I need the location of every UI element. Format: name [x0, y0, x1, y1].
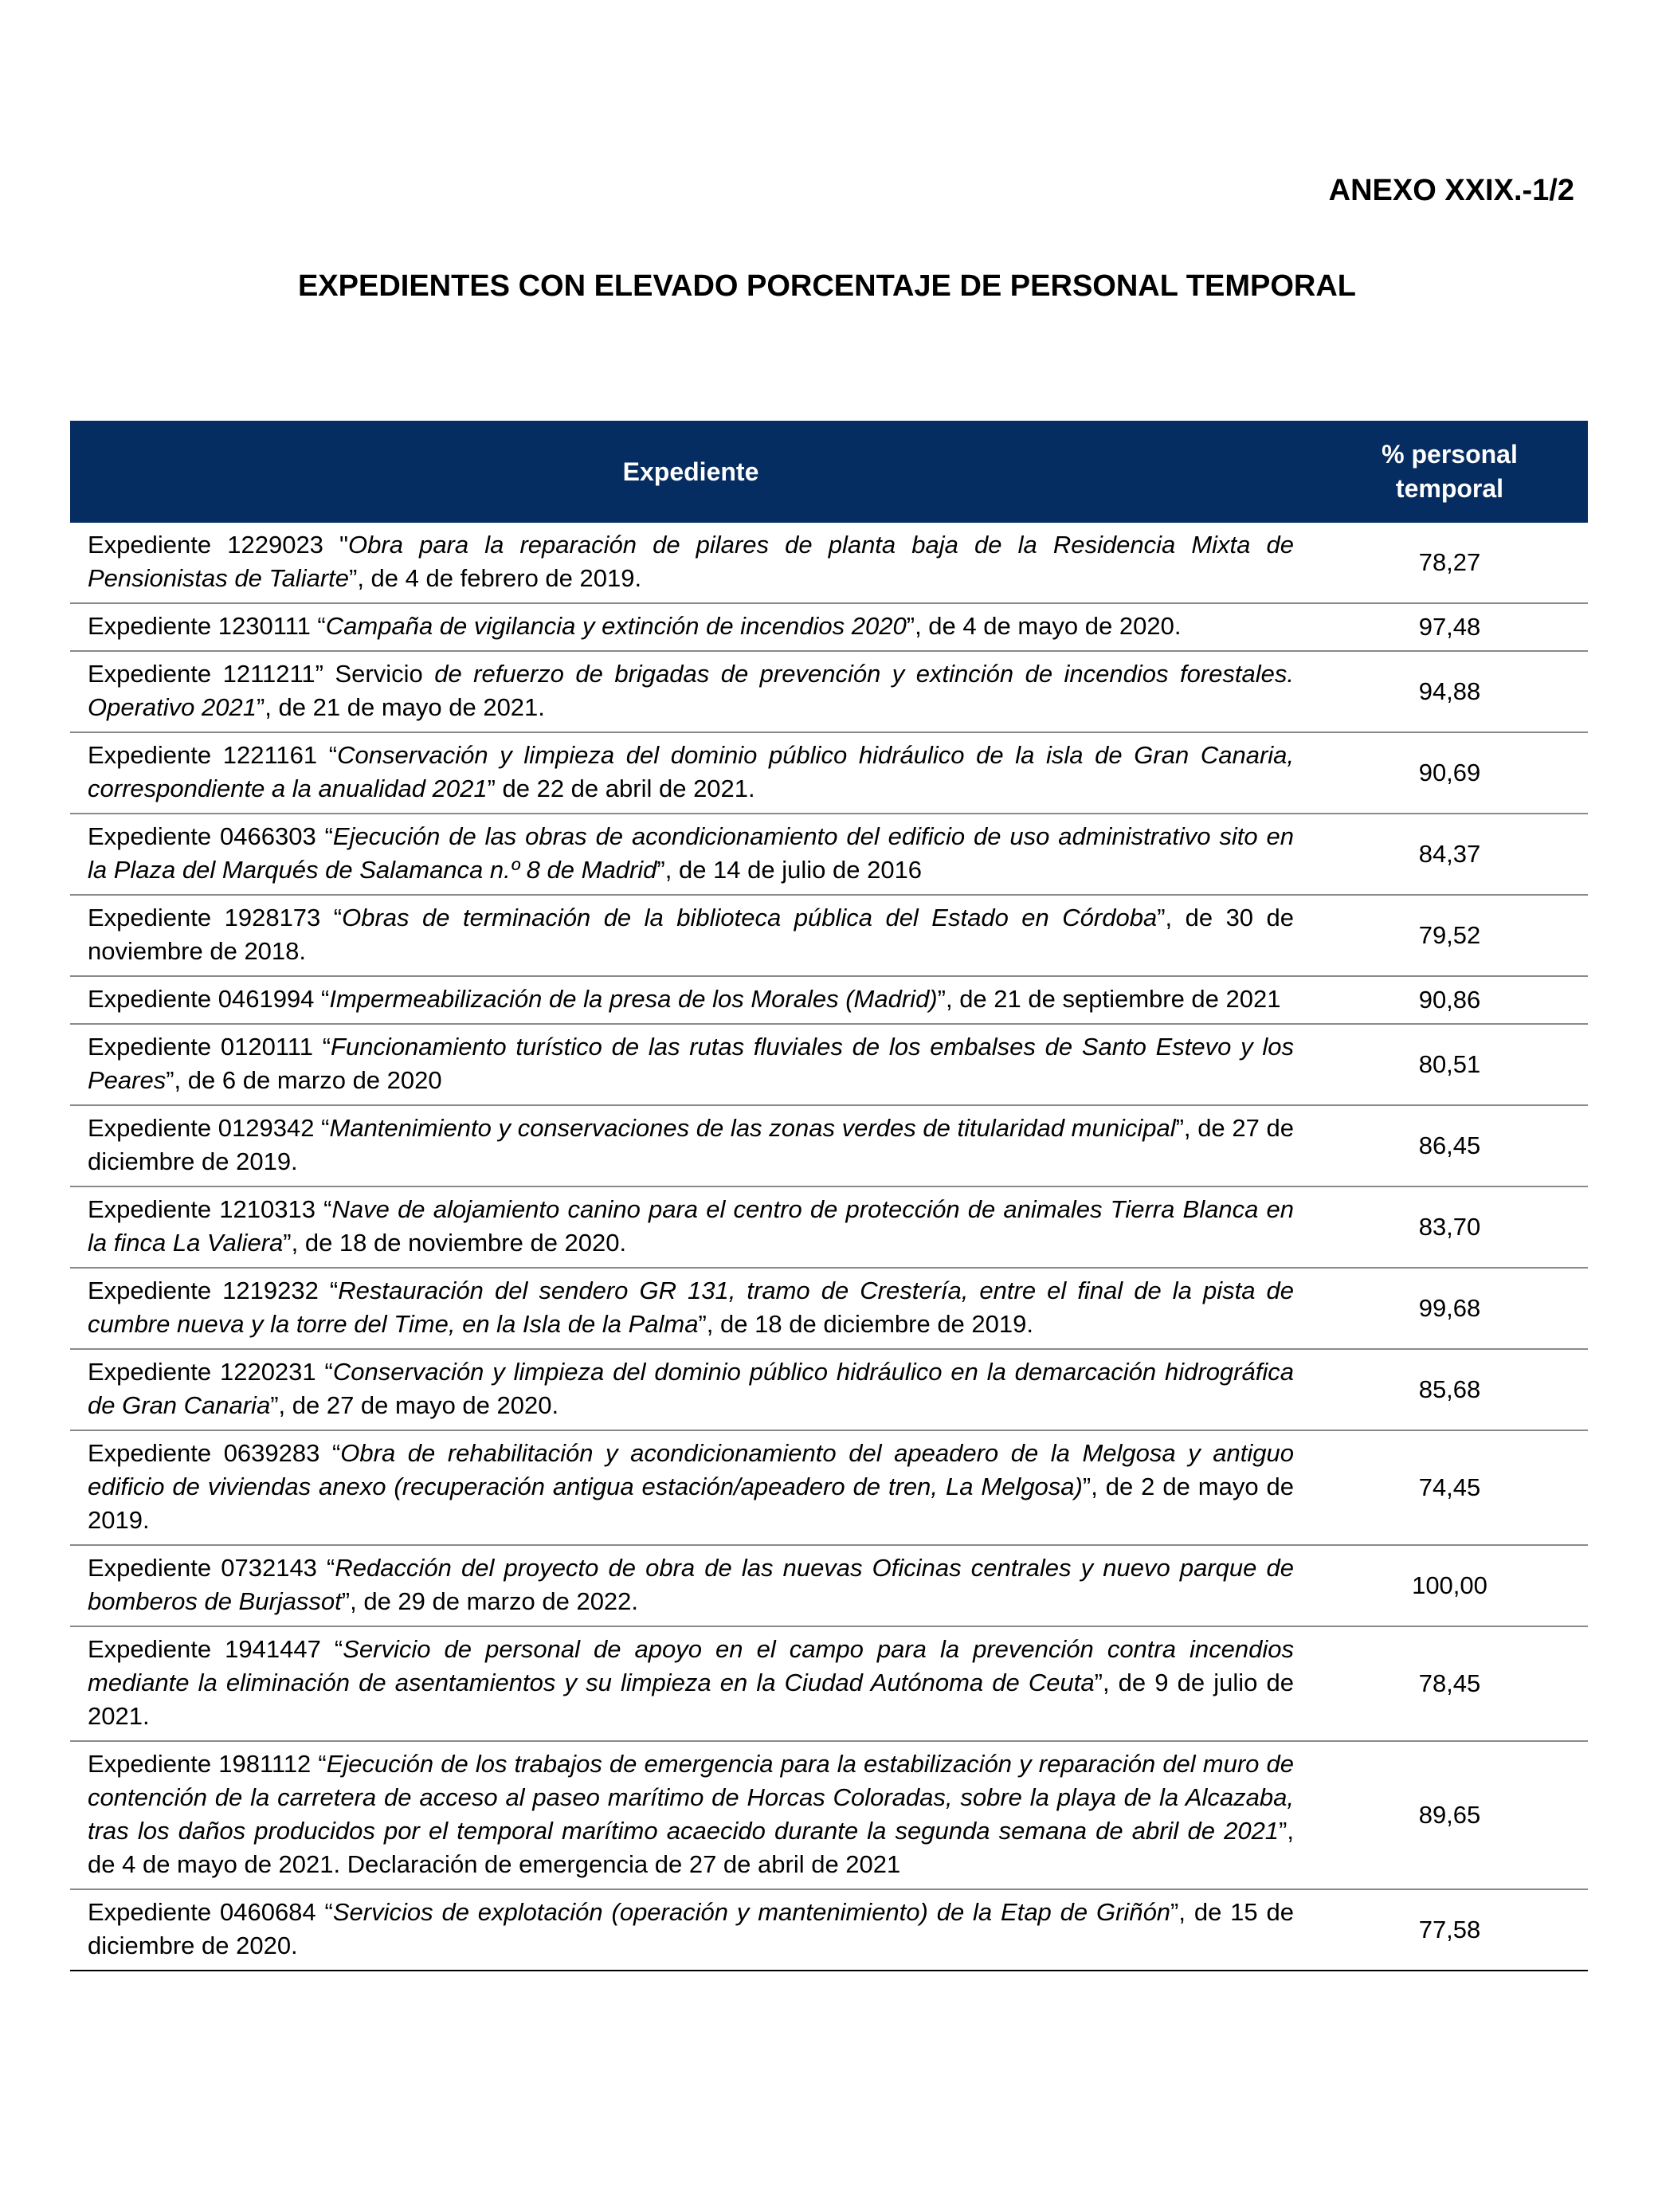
expediente-text: ”, de 4 de febrero de 2019. [349, 564, 642, 592]
table-row [70, 814, 1588, 895]
page-title: EXPEDIENTES CON ELEVADO PORCENTAJE DE PERSONAL TEMPORAL [297, 269, 1357, 303]
expediente-text: ”, de 27 de diciembre de 2019. [88, 1114, 1295, 1175]
expediente-text: ”, de 27 de mayo de 2020. [270, 1391, 559, 1419]
expediente-text: Expediente 1210313 “ [88, 1195, 332, 1223]
expediente-text: ”, de 6 de marzo de 2020 [166, 1066, 442, 1094]
table-row [70, 1889, 1588, 1971]
expediente-description [70, 1626, 1311, 1741]
percent-value: 78,45 [1311, 1626, 1588, 1741]
expediente-text: ”, de 21 de septiembre de 2021 [937, 985, 1281, 1013]
expediente-title: Servicio de personal de apoyo en el campo para la prevención contra incendios mediante la eliminación de asentamientos y su limpieza en la Ciudad Autónoma de Ceuta [88, 1635, 1294, 1696]
percent-value: 100,00 [1311, 1545, 1588, 1626]
expediente-title: Campaña de vigilancia y extinción de incendios 2020 [325, 612, 907, 640]
expediente-text: ”, de 30 de noviembre de 2018. [88, 904, 1295, 965]
expedientes-table [70, 421, 1588, 1971]
table-row [70, 651, 1588, 732]
expediente-text: ”, de 4 de mayo de 2021. Declaración de emergencia de 27 de abril de 2021 [88, 1817, 1294, 1878]
percent-value: 99,68 [1311, 1268, 1588, 1349]
expediente-description [70, 1741, 1311, 1889]
table-row [70, 1545, 1588, 1626]
table-row [70, 1626, 1588, 1741]
expediente-text: ”, de 14 de julio de 2016 [657, 856, 923, 884]
expediente-text: Expediente 0461994 “ [88, 985, 330, 1013]
percent-value: 90,86 [1311, 976, 1588, 1024]
expediente-title: Conservación y limpieza del dominio público hidráulico de la isla de Gran Canaria, correspondiente a la anualidad 2021 [88, 741, 1295, 802]
expediente-title: Funcionamiento turístico de las rutas fluviales de los embalses de Santo Estevo y los Peares [88, 1033, 1294, 1094]
percent-value: 97,48 [1311, 603, 1588, 651]
expediente-title: Obra para la reparación de pilares de planta baja de la Residencia Mixta de Pensionistas de Taliarte [88, 531, 1294, 592]
percent-value: 74,45 [1311, 1430, 1588, 1545]
expediente-text: ”, de 21 de mayo de 2021. [256, 693, 545, 721]
header-percent [1311, 421, 1588, 523]
annex-label: ANEXO XXIX.-1/2 [1328, 174, 1574, 207]
table-row [70, 523, 1588, 603]
expediente-title: Redacción del proyecto de obra de las nuevas Oficinas centrales y nuevo parque de bomberos de Burjassot [88, 1554, 1294, 1615]
expediente-text: ”, de 29 de marzo de 2022. [341, 1587, 639, 1615]
expediente-text: Expediente 1981112 “ [88, 1750, 327, 1778]
table-row [70, 1105, 1588, 1186]
expediente-description [70, 523, 1311, 603]
expediente-description [70, 814, 1311, 895]
header-percent-line1: % personal [1382, 440, 1518, 469]
expediente-text: Expediente 1219232 “ [88, 1277, 339, 1304]
percent-value: 89,65 [1311, 1741, 1588, 1889]
expediente-text: Expediente 1941447 “ [88, 1635, 343, 1663]
table-row [70, 732, 1588, 814]
expediente-title: Ejecución de los trabajos de emergencia para la estabilización y reparación del muro de contención de la carretera de acceso al paseo marítimo de Horcas Coloradas, sobre la playa de la Alcazaba, tras los daños producidos por el temporal marítimo acaecido durante la segunda semana de abril de 2021 [88, 1750, 1294, 1845]
expediente-title: Servicios de explotación (operación y mantenimiento) de la Etap de Griñón [332, 1898, 1171, 1926]
percent-value: 85,68 [1311, 1349, 1588, 1430]
table-row [70, 603, 1588, 651]
expediente-text: ”, de 18 de diciembre de 2019. [698, 1310, 1033, 1338]
expediente-description [70, 603, 1311, 651]
table-row [70, 1430, 1588, 1545]
expediente-text: ” de 22 de abril de 2021. [487, 775, 755, 802]
expediente-text: ”, de 18 de noviembre de 2020. [283, 1229, 627, 1257]
expediente-text: Expediente 1211211” Servicio [88, 660, 435, 688]
expediente-text: Expediente 1220231 “ [88, 1358, 333, 1386]
expediente-text: Expediente 1928173 “ [88, 904, 343, 931]
expediente-text: Expediente 0466303 “ [88, 822, 333, 850]
percent-value: 78,27 [1311, 523, 1588, 603]
expediente-description [70, 1024, 1311, 1105]
expediente-title: de refuerzo de brigadas de prevención y extinción de incendios forestales. Operativo 2021 [88, 660, 1295, 721]
table-row [70, 1024, 1588, 1105]
expediente-description [70, 895, 1311, 976]
percent-value: 80,51 [1311, 1024, 1588, 1105]
table-body [70, 523, 1588, 1971]
expediente-description [70, 1889, 1311, 1971]
expediente-description [70, 1430, 1311, 1545]
percent-value: 84,37 [1311, 814, 1588, 895]
header-expediente: Expediente [70, 421, 1311, 523]
header-percent-line2: temporal [1395, 474, 1504, 503]
percent-value: 79,52 [1311, 895, 1588, 976]
expediente-description [70, 1186, 1311, 1268]
expediente-title: Ejecución de las obras de acondicionamiento del edificio de uso administrativo sito en la Plaza del Marqués de Salamanca n.º 8 de Madrid [88, 822, 1294, 884]
expediente-text: ”, de 4 de mayo de 2020. [906, 612, 1182, 640]
expediente-description [70, 1268, 1311, 1349]
expediente-text: Expediente 0460684 “ [88, 1898, 333, 1926]
table-row [70, 1741, 1588, 1889]
table-row [70, 976, 1588, 1024]
expediente-text: Expediente 0732143 “ [88, 1554, 335, 1582]
percent-value: 86,45 [1311, 1105, 1588, 1186]
table-row [70, 1349, 1588, 1430]
expediente-description [70, 1105, 1311, 1186]
expediente-text: ”, de 15 de diciembre de 2020. [88, 1898, 1295, 1959]
expediente-text: Expediente 1230111 “ [88, 612, 326, 640]
expediente-text: ”, de 9 de julio de 2021. [88, 1669, 1295, 1730]
percent-value: 83,70 [1311, 1186, 1588, 1268]
expediente-title: Mantenimiento y conservaciones de las zonas verdes de titularidad municipal [329, 1114, 1176, 1142]
expediente-text: Expediente 1229023 " [88, 531, 349, 559]
expediente-description [70, 976, 1311, 1024]
expediente-description [70, 1545, 1311, 1626]
percent-value: 90,69 [1311, 732, 1588, 814]
percent-value: 77,58 [1311, 1889, 1588, 1971]
expediente-text: ”, de 2 de mayo de 2019. [88, 1473, 1294, 1534]
expediente-description [70, 732, 1311, 814]
table-row [70, 1186, 1588, 1268]
table-row [70, 1268, 1588, 1349]
expediente-title: Restauración del sendero GR 131, tramo de Crestería, entre el final de la pista de cumbre nueva y la torre del Time, en la Isla de la Palma [88, 1277, 1294, 1338]
expediente-title: Nave de alojamiento canino para el centro de protección de animales Tierra Blanca en la finca La Valiera [88, 1195, 1295, 1257]
expediente-title: Obra de rehabilitación y acondicionamiento del apeadero de la Melgosa y antiguo edificio de viviendas anexo (recuperación antigua estación/apeadero de tren, La Melgosa) [88, 1439, 1294, 1500]
percent-value: 94,88 [1311, 651, 1588, 732]
expediente-title: Obras de terminación de la biblioteca pública del Estado en Córdoba [342, 904, 1158, 931]
expediente-description [70, 651, 1311, 732]
expediente-text: Expediente 0120111 “ [88, 1033, 331, 1061]
table-header-row [70, 421, 1588, 523]
expediente-text: Expediente 0639283 “ [88, 1439, 341, 1467]
expediente-text: Expediente 0129342 “ [88, 1114, 330, 1142]
expediente-title: Impermeabilización de la presa de los Morales (Madrid) [329, 985, 938, 1013]
expediente-description [70, 1349, 1311, 1430]
expediente-title: Conservación y limpieza del dominio público hidráulico en la demarcación hidrográfica de Gran Canaria [88, 1358, 1294, 1419]
table-row [70, 895, 1588, 976]
expediente-text: Expediente 1221161 “ [88, 741, 338, 769]
